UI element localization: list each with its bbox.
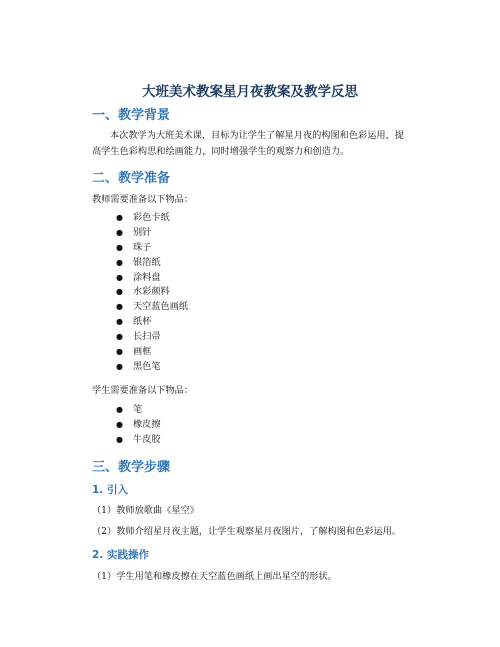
bullet-icon: ● <box>116 347 123 357</box>
teacher-items-intro: 教师需要准备以下物品： <box>92 194 194 205</box>
bullet-icon: ● <box>116 257 123 267</box>
background-paragraph: 本次教学为大班美术课，目标为让学生了解星月夜的构图和色彩运用，提高学生色彩构思和绘画能力，同时增强学生的观察力和创造力。 <box>92 130 404 157</box>
subheading-introduction: 1. 引入 <box>92 484 128 496</box>
bullet-icon: ● <box>116 419 123 429</box>
document-page: 大班美术教案星月夜教案及教学反思 一、教学背景 本次教学为大班美术课，目标为让学生了解星月夜的构图和色彩运用，提高学生色彩构思和绘画能力，同时增强学生的观察力和创造力。 二、教学准备 教师需要准备以下物品： ● 彩色卡纸 ● 别针 ● 珠子 ● 银箔纸 ● 涂料盘 ● 水彩颜料 ● 天空蓝色画纸 ● 纸杯 ● 长扫帚 ● 画框 ● 黑色笔 学生需要准备以下物品： ● 笔 ● 橡皮擦 ● 牛皮胶 三、教学步骤 1. 引入 （1）教师放歌曲《星空》 （2）教师介绍星月夜主题，让学生观察星月夜图片，了解构图和色彩运用。 2. 实践操作 （1）学生用笔和橡皮擦在天空蓝色画纸上画出星空的形状。 <box>0 0 500 647</box>
bullet-icon: ● <box>116 317 123 327</box>
section-heading-steps: 三、教学步骤 <box>92 460 171 475</box>
bullet-icon: ● <box>116 405 123 414</box>
bullet-icon: ● <box>116 242 123 252</box>
student-items-intro: 学生需要准备以下物品： <box>92 385 194 396</box>
section-heading-preparation: 二、教学准备 <box>92 171 171 186</box>
bullet-icon: ● <box>116 227 123 237</box>
bullet-icon: ● <box>116 434 123 444</box>
step-line: （2）教师介绍星月夜主题，让学生观察星月夜图片，了解构图和色彩运用。 <box>92 526 402 537</box>
step-line: （1）教师放歌曲《星空》 <box>92 505 199 516</box>
bullet-icon: ● <box>116 213 123 222</box>
subheading-practice: 2. 实践操作 <box>92 549 149 561</box>
bullet-icon: ● <box>116 361 123 371</box>
section-heading-background: 一、教学背景 <box>92 108 171 123</box>
bullet-icon: ● <box>116 302 123 312</box>
bullet-icon: ● <box>116 287 123 297</box>
step-line: （1）学生用笔和橡皮擦在天空蓝色画纸上画出星空的形状。 <box>92 571 337 582</box>
bullet-icon: ● <box>116 332 123 342</box>
bullet-icon: ● <box>116 272 123 282</box>
document-title: 大班美术教案星月夜教案及教学反思 <box>142 84 358 100</box>
